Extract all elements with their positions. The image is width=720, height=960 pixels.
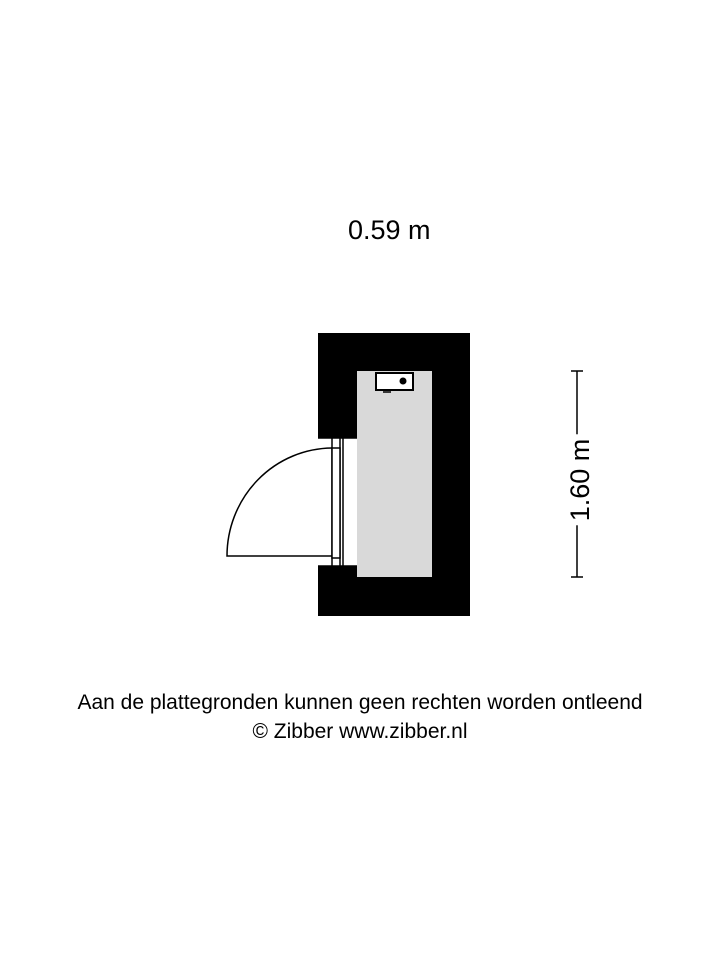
disclaimer-text: Aan de plattegronden kunnen geen rechten worden ontleend bbox=[77, 691, 643, 714]
height-dimension-label: 1.60 m bbox=[562, 435, 598, 526]
room-floor bbox=[357, 371, 432, 577]
disclaimer bbox=[0, 688, 720, 746]
door-leaf bbox=[332, 448, 340, 558]
meter-dot bbox=[400, 378, 407, 385]
copyright-text: © Zibber www.zibber.nl bbox=[252, 720, 468, 743]
meter-box bbox=[376, 373, 413, 390]
width-dimension-label: 0.59 m bbox=[348, 215, 431, 245]
height-dimension bbox=[560, 430, 600, 530]
door-swing-arc bbox=[227, 448, 332, 556]
